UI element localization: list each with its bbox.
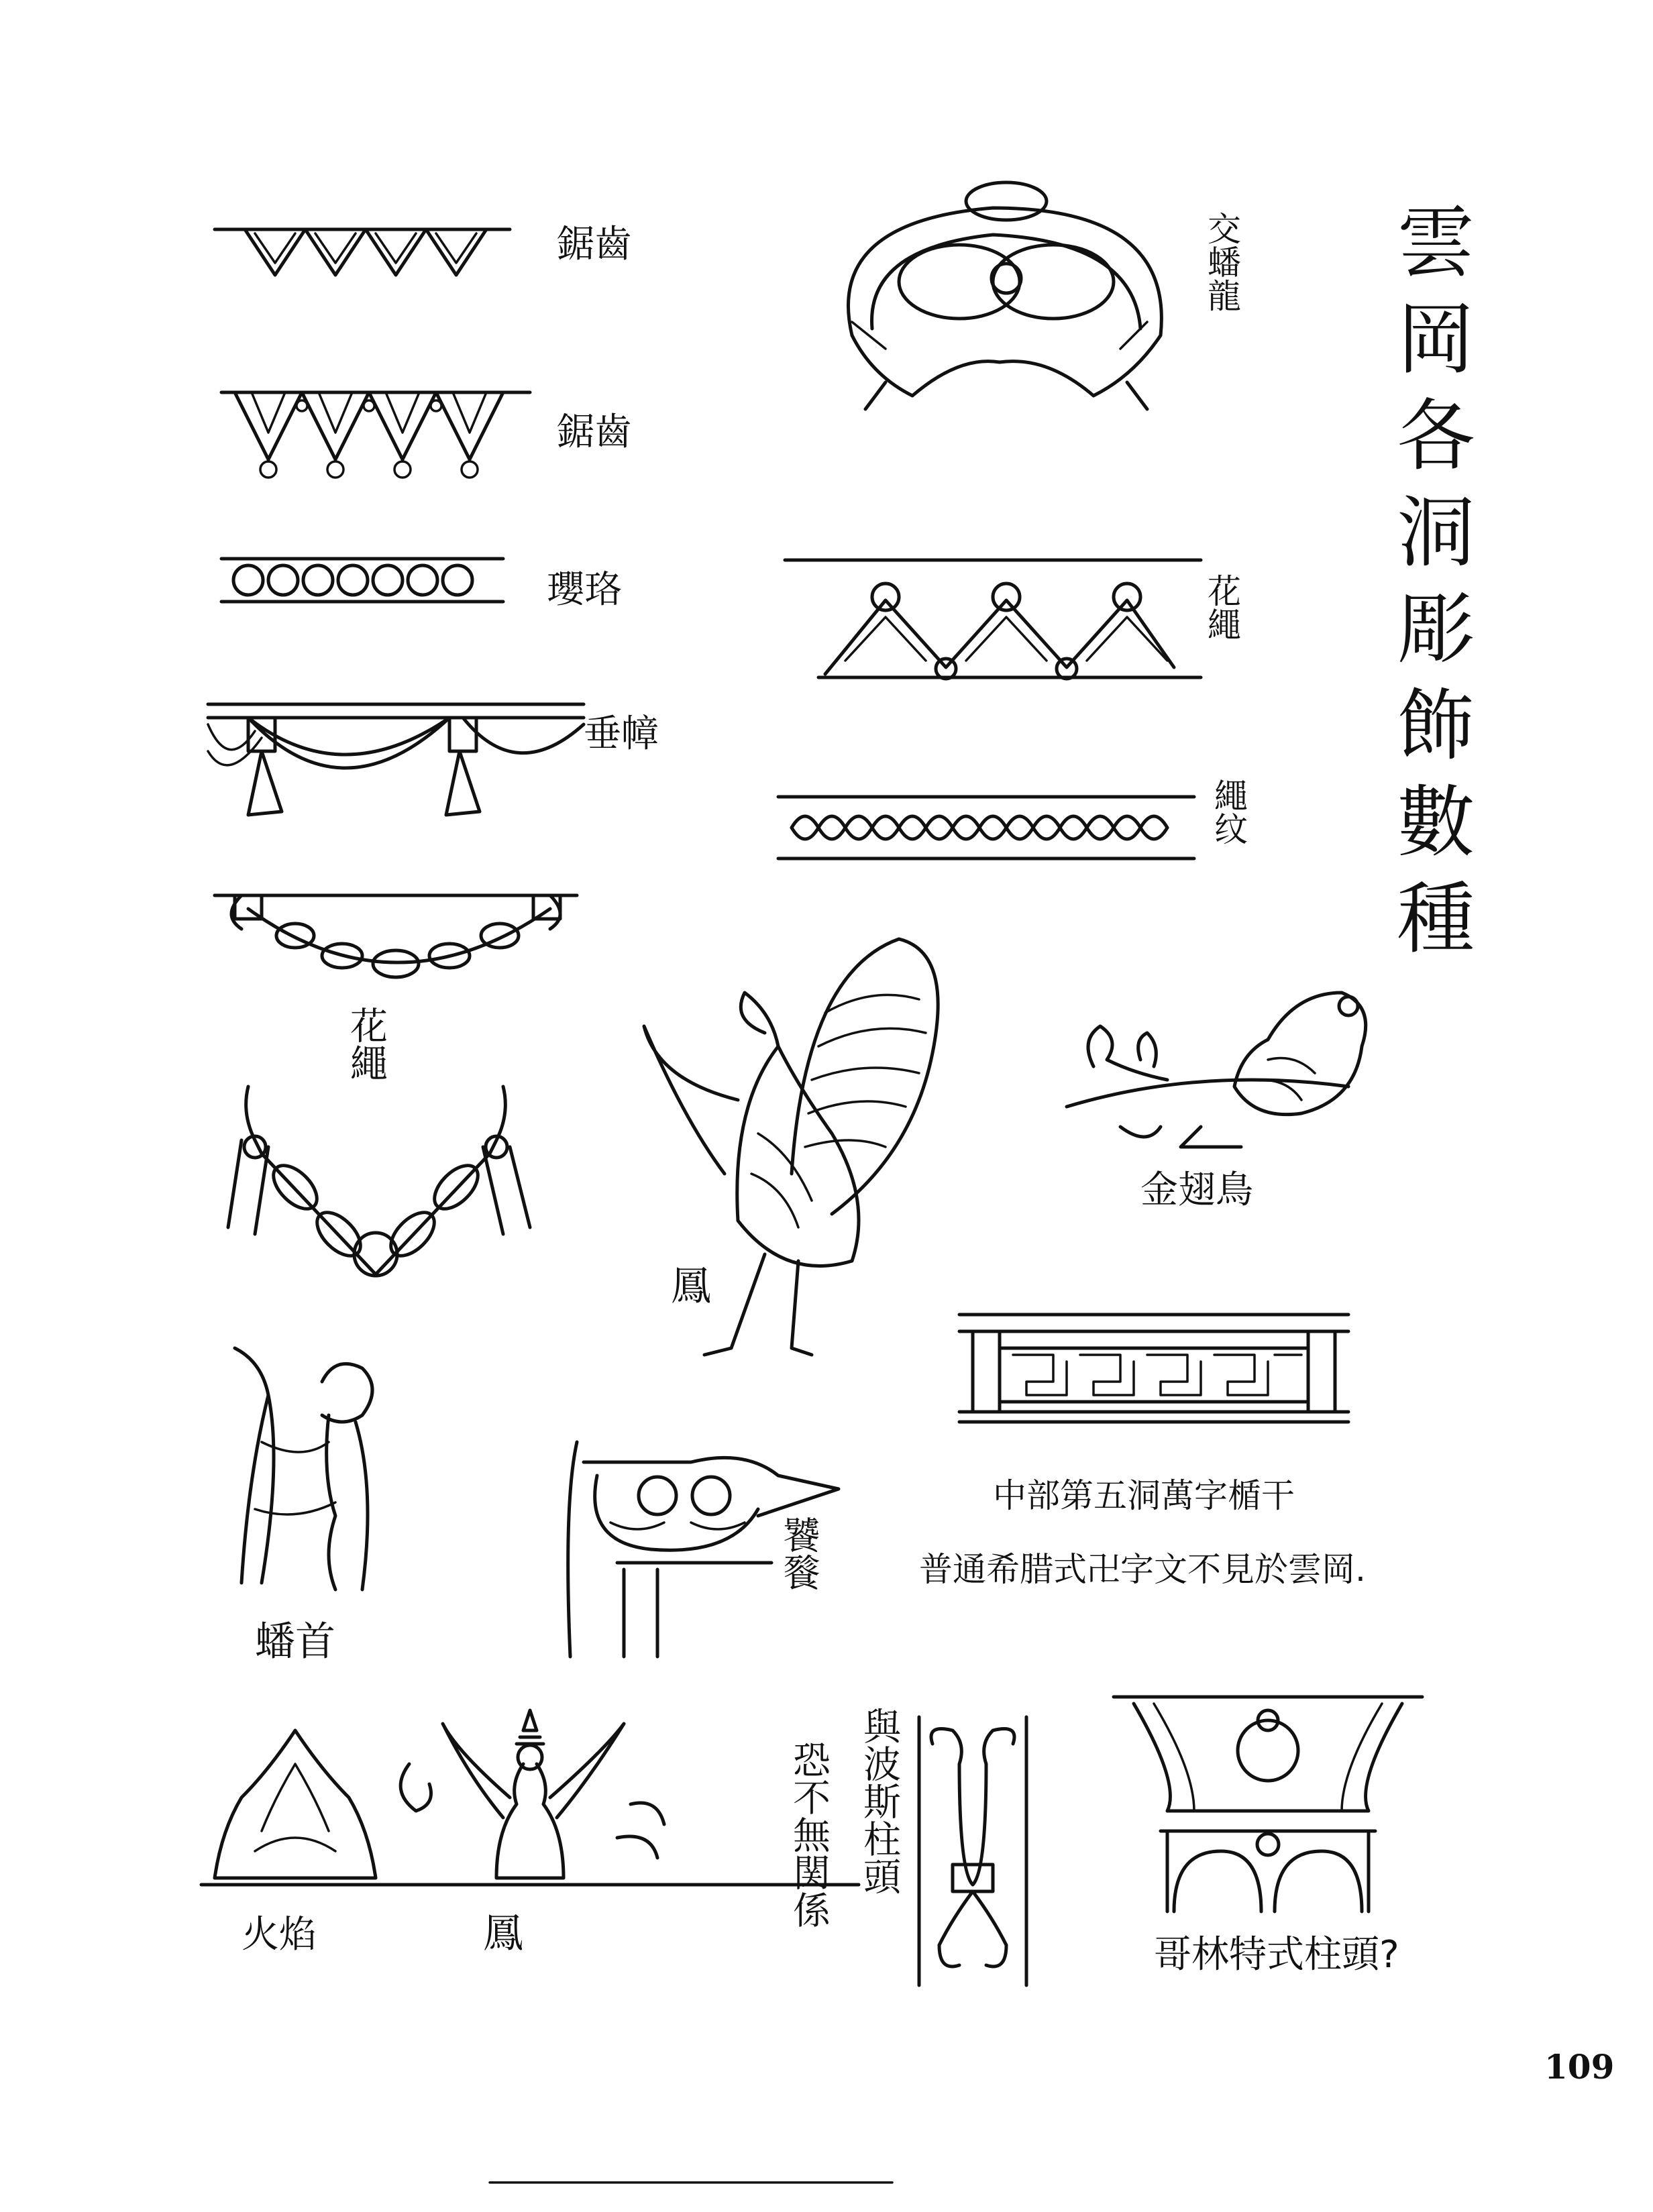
label-necklace: 瓔珞 xyxy=(547,568,622,612)
label-flame: 火焰 xyxy=(242,1913,317,1956)
label-corinthian-capital: 哥林特式柱頭? xyxy=(1154,1933,1399,1977)
label-phoenix-large: 鳳 xyxy=(671,1263,711,1310)
label-chi-head: 蟠首 xyxy=(255,1618,335,1665)
chi-head-creature-drawing xyxy=(221,1341,396,1596)
label-balustrade-line1: 中部第五洞萬字楯干 xyxy=(993,1476,1295,1515)
necklace-bead-frieze-drawing xyxy=(221,553,503,607)
label-dragons: 交蟠龍 xyxy=(1202,211,1241,312)
label-balustrade-line2: 普通希腊式卍字文不見於雲岡. xyxy=(919,1550,1366,1589)
intertwined-dragons-drawing xyxy=(825,181,1181,429)
rope-twist-frieze-drawing xyxy=(778,791,1194,865)
label-sawtooth-1: 鋸齒 xyxy=(557,223,632,266)
small-phoenix-drawing xyxy=(389,1697,671,1891)
curtain-drapery-drawing xyxy=(208,698,584,825)
page-title: 雲岡各洞彫飾數種 xyxy=(1384,201,1475,974)
persian-column-capital-drawing xyxy=(912,1717,1033,1985)
label-garuda: 金翅鳥 xyxy=(1140,1168,1253,1212)
sawtooth-frieze-drawing-1 xyxy=(215,221,510,282)
flower-rope-swag-drawing xyxy=(215,889,577,983)
bottom-rule xyxy=(490,2180,892,2187)
label-persian-capital: 與波斯柱頭 xyxy=(857,1707,901,1895)
flame-motif-drawing xyxy=(201,1717,389,1891)
label-rope-pattern: 繩纹 xyxy=(1209,778,1248,845)
corinthian-column-capital-drawing xyxy=(1114,1690,1422,1918)
garuda-bird-drawing xyxy=(1067,966,1416,1160)
label-phoenix-small: 鳳 xyxy=(483,1910,523,1957)
sawtooth-frieze-drawing-2 xyxy=(221,386,530,486)
page-number: 109 xyxy=(1544,2047,1615,2087)
label-flower-rope-left: 花繩 xyxy=(344,1006,388,1081)
flower-rope-frieze-drawing-right xyxy=(785,553,1201,694)
label-flower-rope-right: 花繩 xyxy=(1202,573,1241,641)
label-taotie: 饕餮 xyxy=(777,1516,820,1591)
swastika-balustrade-drawing xyxy=(959,1301,1348,1429)
flower-rope-v-garland-drawing xyxy=(195,1073,570,1294)
label-persian-capital-note: 恐不無関係 xyxy=(787,1740,831,1928)
label-curtain: 垂幛 xyxy=(584,712,659,756)
label-sawtooth-2: 鋸齒 xyxy=(557,410,632,454)
